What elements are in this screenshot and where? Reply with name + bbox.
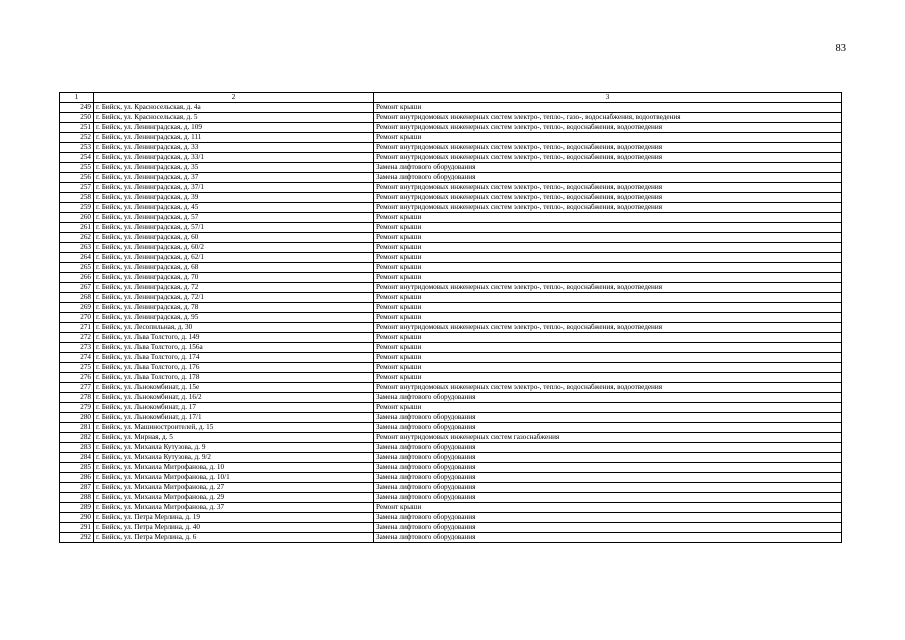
work-type-cell: Ремонт внутридомовых инженерных систем электро-, тепло-, водоснабжения, водоотведения [374, 183, 842, 193]
table-row [60, 373, 842, 383]
table-row [60, 303, 842, 313]
row-number: 267 [60, 283, 94, 293]
work-type-cell: Замена лифтового оборудования [374, 173, 842, 183]
row-number: 292 [60, 533, 94, 543]
table-row [60, 203, 842, 213]
row-number: 263 [60, 243, 94, 253]
table-row [60, 443, 842, 453]
address-cell: г. Бийск, ул. Михаила Кутузова, д. 9/2 [94, 453, 374, 463]
row-number: 262 [60, 233, 94, 243]
work-type-cell: Ремонт внутридомовых инженерных систем электро-, тепло-, водоснабжения, водоотведения [374, 383, 842, 393]
table-row [60, 313, 842, 323]
row-number: 261 [60, 223, 94, 233]
work-type-cell: Ремонт внутридомовых инженерных систем электро-, тепло-, водоснабжения, водоотведения [374, 193, 842, 203]
address-cell: г. Бийск, ул. Ленинградская, д. 72/1 [94, 293, 374, 303]
column-number-row [60, 93, 842, 103]
work-type-cell: Ремонт крыши [374, 253, 842, 263]
work-type-cell: Замена лифтового оборудования [374, 463, 842, 473]
address-cell: г. Бийск, ул. Михаила Митрофанова, д. 29 [94, 493, 374, 503]
row-number: 257 [60, 183, 94, 193]
row-number: 271 [60, 323, 94, 333]
row-number: 260 [60, 213, 94, 223]
work-type-cell: Замена лифтового оборудования [374, 513, 842, 523]
work-type-cell: Ремонт крыши [374, 303, 842, 313]
row-number: 291 [60, 523, 94, 533]
work-type-cell: Ремонт внутридомовых инженерных систем электро-, тепло-, газо-, водоснабжения, водоотведения [374, 113, 842, 123]
work-type-cell: Ремонт внутридомовых инженерных систем электро-, тепло-, водоснабжения, водоотведения [374, 283, 842, 293]
table-row [60, 493, 842, 503]
work-type-cell: Замена лифтового оборудования [374, 493, 842, 503]
address-cell: г. Бийск, ул. Ленинградская, д. 45 [94, 203, 374, 213]
work-type-cell: Ремонт крыши [374, 263, 842, 273]
work-type-cell: Замена лифтового оборудования [374, 413, 842, 423]
table-row [60, 333, 842, 343]
work-type-cell: Замена лифтового оборудования [374, 533, 842, 543]
table-row [60, 523, 842, 533]
row-number: 269 [60, 303, 94, 313]
row-number: 249 [60, 103, 94, 113]
address-cell: г. Бийск, ул. Ленинградская, д. 60/2 [94, 243, 374, 253]
table-row [60, 283, 842, 293]
work-type-cell: Замена лифтового оборудования [374, 523, 842, 533]
work-type-cell: Ремонт внутридомовых инженерных систем электро-, тепло-, водоснабжения, водоотведения [374, 153, 842, 163]
table-body [60, 93, 842, 543]
address-cell: г. Бийск, ул. Льва Толстого, д. 149 [94, 333, 374, 343]
work-type-cell: Ремонт крыши [374, 223, 842, 233]
work-type-cell: Ремонт крыши [374, 403, 842, 413]
table-row [60, 153, 842, 163]
row-number: 272 [60, 333, 94, 343]
work-type-cell: Ремонт крыши [374, 373, 842, 383]
table-row [60, 353, 842, 363]
address-cell: г. Бийск, ул. Льва Толстого, д. 176 [94, 363, 374, 373]
table-row [60, 133, 842, 143]
address-cell: г. Бийск, ул. Ленинградская, д. 95 [94, 313, 374, 323]
address-cell: г. Бийск, ул. Льва Толстого, д. 156а [94, 343, 374, 353]
work-type-cell: Ремонт крыши [374, 363, 842, 373]
row-number: 277 [60, 383, 94, 393]
table-row [60, 243, 842, 253]
row-number: 256 [60, 173, 94, 183]
row-number: 250 [60, 113, 94, 123]
address-cell: г. Бийск, ул. Михаила Митрофанова, д. 27 [94, 483, 374, 493]
work-type-cell: Замена лифтового оборудования [374, 453, 842, 463]
table-row [60, 383, 842, 393]
address-cell: г. Бийск, ул. Лесопильная, д. 30 [94, 323, 374, 333]
work-type-cell: Ремонт крыши [374, 293, 842, 303]
address-cell: г. Бийск, ул. Красносельская, д. 5 [94, 113, 374, 123]
address-cell: г. Бийск, ул. Ленинградская, д. 57/1 [94, 223, 374, 233]
table-row [60, 113, 842, 123]
address-cell: г. Бийск, ул. Ленинградская, д. 57 [94, 213, 374, 223]
table-row [60, 103, 842, 113]
table-row [60, 323, 842, 333]
row-number: 253 [60, 143, 94, 153]
table-row [60, 143, 842, 153]
row-number: 274 [60, 353, 94, 363]
table-row [60, 173, 842, 183]
work-type-cell: Замена лифтового оборудования [374, 163, 842, 173]
address-cell: г. Бийск, ул. Ленинградская, д. 33/1 [94, 153, 374, 163]
table-row [60, 413, 842, 423]
work-type-cell: Ремонт крыши [374, 353, 842, 363]
table-row [60, 503, 842, 513]
work-type-cell: Ремонт крыши [374, 133, 842, 143]
address-cell: г. Бийск, ул. Ленинградская, д. 72 [94, 283, 374, 293]
work-type-cell: Ремонт крыши [374, 313, 842, 323]
table-row [60, 273, 842, 283]
row-number: 275 [60, 363, 94, 373]
work-type-cell: Ремонт крыши [374, 233, 842, 243]
table-row [60, 253, 842, 263]
table-row [60, 533, 842, 543]
row-number: 289 [60, 503, 94, 513]
address-cell: г. Бийск, ул. Ленинградская, д. 60 [94, 233, 374, 243]
table-row [60, 463, 842, 473]
works-table [59, 92, 842, 543]
table-row [60, 363, 842, 373]
row-number: 251 [60, 123, 94, 133]
column-number-2: 2 [94, 93, 374, 103]
address-cell: г. Бийск, ул. Ленинградская, д. 62/1 [94, 253, 374, 263]
table-row [60, 343, 842, 353]
work-type-cell: Ремонт крыши [374, 213, 842, 223]
table-row [60, 473, 842, 483]
address-cell: г. Бийск, ул. Михаила Митрофанова, д. 37 [94, 503, 374, 513]
row-number: 286 [60, 473, 94, 483]
row-number: 276 [60, 373, 94, 383]
address-cell: г. Бийск, ул. Ленинградская, д. 37 [94, 173, 374, 183]
address-cell: г. Бийск, ул. Михаила Митрофанова, д. 10 [94, 463, 374, 473]
table-row [60, 483, 842, 493]
address-cell: г. Бийск, ул. Ленинградская, д. 70 [94, 273, 374, 283]
work-type-cell: Ремонт внутридомовых инженерных систем электро-, тепло-, водоснабжения, водоотведения [374, 323, 842, 333]
row-number: 281 [60, 423, 94, 433]
work-type-cell: Замена лифтового оборудования [374, 423, 842, 433]
page-number: 83 [835, 43, 846, 54]
row-number: 282 [60, 433, 94, 443]
address-cell: г. Бийск, ул. Мирная, д. 5 [94, 433, 374, 443]
table-row [60, 163, 842, 173]
row-number: 268 [60, 293, 94, 303]
row-number: 280 [60, 413, 94, 423]
table-row [60, 453, 842, 463]
row-number: 284 [60, 453, 94, 463]
table-row [60, 193, 842, 203]
work-type-cell: Замена лифтового оборудования [374, 443, 842, 453]
address-cell: г. Бийск, ул. Льнокомбинат, д. 16/2 [94, 393, 374, 403]
work-type-cell: Ремонт крыши [374, 273, 842, 283]
address-cell: г. Бийск, ул. Ленинградская, д. 35 [94, 163, 374, 173]
table-row [60, 393, 842, 403]
table-row [60, 233, 842, 243]
work-type-cell: Ремонт внутридомовых инженерных систем электро-, тепло-, водоснабжения, водоотведения [374, 143, 842, 153]
address-cell: г. Бийск, ул. Михаила Митрофанова, д. 10/1 [94, 473, 374, 483]
work-type-cell: Ремонт внутридомовых инженерных систем электро-, тепло-, водоснабжения, водоотведения [374, 203, 842, 213]
work-type-cell: Ремонт крыши [374, 243, 842, 253]
table-row [60, 263, 842, 273]
address-cell: г. Бийск, ул. Машиностроителей, д. 15 [94, 423, 374, 433]
row-number: 264 [60, 253, 94, 263]
row-number: 258 [60, 193, 94, 203]
address-cell: г. Бийск, ул. Льва Толстого, д. 178 [94, 373, 374, 383]
address-cell: г. Бийск, ул. Петра Мерлина, д. 40 [94, 523, 374, 533]
address-cell: г. Бийск, ул. Льва Толстого, д. 174 [94, 353, 374, 363]
row-number: 278 [60, 393, 94, 403]
address-cell: г. Бийск, ул. Красносельская, д. 4а [94, 103, 374, 113]
table-row [60, 213, 842, 223]
work-type-cell: Замена лифтового оборудования [374, 483, 842, 493]
row-number: 254 [60, 153, 94, 163]
address-cell: г. Бийск, ул. Льнокомбинат, д. 17 [94, 403, 374, 413]
column-number-1: 1 [60, 93, 94, 103]
address-cell: г. Бийск, ул. Льнокомбинат, д. 17/1 [94, 413, 374, 423]
work-type-cell: Ремонт крыши [374, 333, 842, 343]
work-type-cell: Ремонт крыши [374, 103, 842, 113]
row-number: 270 [60, 313, 94, 323]
column-number-3: 3 [374, 93, 842, 103]
address-cell: г. Бийск, ул. Ленинградская, д. 68 [94, 263, 374, 273]
address-cell: г. Бийск, ул. Ленинградская, д. 109 [94, 123, 374, 133]
work-type-cell: Ремонт внутридомовых инженерных систем газоснабжения [374, 433, 842, 443]
row-number: 266 [60, 273, 94, 283]
work-type-cell: Замена лифтового оборудования [374, 473, 842, 483]
work-type-cell: Ремонт внутридомовых инженерных систем электро-, тепло-, водоснабжения, водоотведения [374, 123, 842, 133]
table-row [60, 123, 842, 133]
row-number: 283 [60, 443, 94, 453]
address-cell: г. Бийск, ул. Льнокомбинат, д. 15е [94, 383, 374, 393]
work-type-cell: Ремонт крыши [374, 343, 842, 353]
address-cell: г. Бийск, ул. Ленинградская, д. 111 [94, 133, 374, 143]
row-number: 279 [60, 403, 94, 413]
address-cell: г. Бийск, ул. Петра Мерлина, д. 6 [94, 533, 374, 543]
work-type-cell: Замена лифтового оборудования [374, 393, 842, 403]
table-row [60, 433, 842, 443]
work-type-cell: Ремонт крыши [374, 503, 842, 513]
table-row [60, 513, 842, 523]
row-number: 273 [60, 343, 94, 353]
table-row [60, 403, 842, 413]
row-number: 285 [60, 463, 94, 473]
address-cell: г. Бийск, ул. Ленинградская, д. 78 [94, 303, 374, 313]
table-row [60, 423, 842, 433]
table-row [60, 223, 842, 233]
address-cell: г. Бийск, ул. Ленинградская, д. 37/1 [94, 183, 374, 193]
row-number: 288 [60, 493, 94, 503]
row-number: 290 [60, 513, 94, 523]
row-number: 265 [60, 263, 94, 273]
address-cell: г. Бийск, ул. Ленинградская, д. 33 [94, 143, 374, 153]
row-number: 252 [60, 133, 94, 143]
row-number: 255 [60, 163, 94, 173]
row-number: 287 [60, 483, 94, 493]
address-cell: г. Бийск, ул. Ленинградская, д. 39 [94, 193, 374, 203]
address-cell: г. Бийск, ул. Петра Мерлина, д. 19 [94, 513, 374, 523]
table-row [60, 293, 842, 303]
row-number: 259 [60, 203, 94, 213]
table-row [60, 183, 842, 193]
address-cell: г. Бийск, ул. Михаила Кутузова, д. 9 [94, 443, 374, 453]
